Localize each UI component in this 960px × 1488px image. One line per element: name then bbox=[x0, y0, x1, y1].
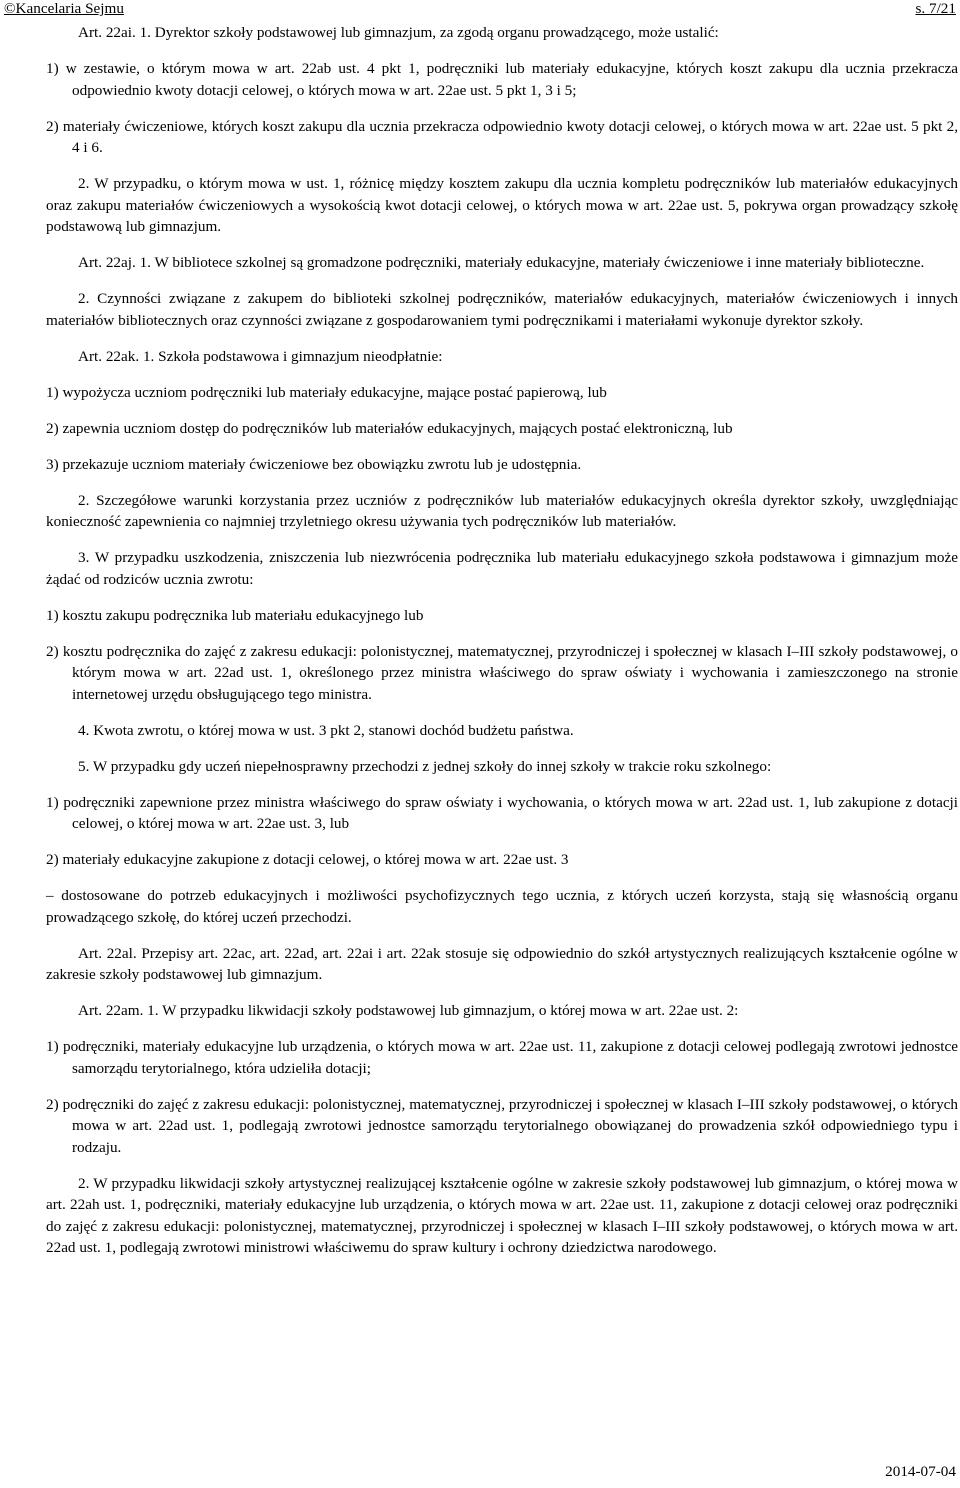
article-paragraph: 5. W przypadku gdy uczeń niepełnosprawny przechodzi z jednej szkoły do innej szkoły w trakcie roku szkolnego: bbox=[78, 757, 772, 775]
closing-clause: – dostosowane do potrzeb edukacyjnych i możliwości psychofizycznych tego ucznia, z których uczeń korzysta, stają się własnością organu prowadzącego szkołę, do której uczeń przechodzi. bbox=[46, 887, 958, 926]
article-paragraph: Art. 22aj. 1. W bibliotece szkolnej są gromadzone podręczniki, materiały edukacyjne, materiały ćwiczeniowe i inne materiały biblioteczne. bbox=[78, 254, 925, 271]
list-item: 1) w zestawie, o którym mowa w art. 22ab ust. 4 pkt 1, podręczniki lub materiały edukacyjne, których koszt zakupu dla ucznia przekracza odpowiednio kwoty dotacji celowej, o których mowa w art. 22ae ust. 5 pkt 1, 3 i 5; bbox=[46, 60, 958, 99]
article-paragraph: Art. 22ai. 1. Dyrektor szkoły podstawowej lub gimnazjum, za zgodą organu prowadzącego, może ustalić: bbox=[78, 24, 719, 41]
publisher-label: ©Kancelaria Sejmu bbox=[4, 0, 124, 17]
article-paragraph: 2. Czynności związane z zakupem do biblioteki szkolnej podręczników, materiałów edukacyjnych, materiałów ćwiczeniowych i innych materiałów bibliotecznych oraz czynności związane z gospodarowaniem tymi podręcznikami i materiałami wykonuje dyrektor szkoły. bbox=[46, 290, 958, 329]
list-item: 3) przekazuje uczniom materiały ćwiczeniowe bez obowiązku zwrotu lub je udostępnia. bbox=[46, 455, 582, 473]
list-item: 1) podręczniki, materiały edukacyjne lub urządzenia, o których mowa w art. 22ae ust. 11, zakupione z dotacji celowej podlegają zwrotowi jednostce samorządu terytorialnego, która udzieliła dotacji; bbox=[46, 1038, 958, 1077]
article-paragraph: Art. 22ak. 1. Szkoła podstawowa i gimnazjum nieodpłatnie: bbox=[78, 347, 443, 365]
list-item: 1) podręczniki zapewnione przez ministra właściwego do spraw oświaty i wychowania, o których mowa w art. 22ad ust. 1, lub zakupione z dotacji celowej, o której mowa w art. 22ae ust. 3, lub bbox=[46, 793, 958, 832]
document-body bbox=[46, 22, 958, 1259]
article-paragraph: 2. W przypadku, o którym mowa w ust. 1, różnicę między kosztem zakupu dla ucznia kompletu podręczników lub materiałów edukacyjnych oraz zakupu materiałów ćwiczeniowych a wysokością kwot dotacji celowej, o których mowa w art. 22ae ust. 5, pokrywa organ prowadzący szkołę podstawową lub gimnazjum. bbox=[46, 175, 958, 235]
article-paragraph: Art. 22am. 1. W przypadku likwidacji szkoły podstawowej lub gimnazjum, o której mowa w art. 22ae ust. 2: bbox=[78, 1002, 739, 1019]
page-header bbox=[0, 0, 960, 18]
list-item: 2) kosztu podręcznika do zajęć z zakresu edukacji: polonistycznej, matematycznej, przyrodniczej i społecznej w klasach I–III szkoły podstawowej, o którym mowa w art. 22ad ust. 1, określonego przez ministra właściwego do spraw oświaty i wychowania i zamieszczonego na stronie internetowej urzędu obsługującego tego ministra. bbox=[46, 642, 958, 703]
list-item: 1) kosztu zakupu podręcznika lub materiału edukacyjnego lub bbox=[46, 606, 424, 624]
article-paragraph: 3. W przypadku uszkodzenia, zniszczenia lub niezwrócenia podręcznika lub materiału edukacyjnego szkoła podstawowa i gimnazjum może żądać od rodziców ucznia zwrotu: bbox=[46, 549, 958, 588]
list-item: 1) wypożycza uczniom podręczniki lub materiały edukacyjne, mające postać papierową, lub bbox=[46, 383, 607, 401]
list-item: 2) podręczniki do zajęć z zakresu edukacji: polonistycznej, matematycznej, przyrodniczej i społecznej w klasach I–III szkoły podstawowej, o których mowa w art. 22ad ust. 1, podlegają zwrotowi jednostce samorządu terytorialnego obowiązanej do prowadzenia szkół odpowiedniego typu i rodzaju. bbox=[46, 1095, 958, 1156]
list-item: 2) materiały edukacyjne zakupione z dotacji celowej, o której mowa w art. 22ae ust. 3 bbox=[46, 851, 569, 868]
document-date: 2014-07-04 bbox=[885, 1462, 956, 1480]
list-item: 2) zapewnia uczniom dostęp do podręczników lub materiałów edukacyjnych, mających postać elektroniczną, lub bbox=[46, 419, 733, 437]
article-paragraph: 2. Szczegółowe warunki korzystania przez uczniów z podręczników lub materiałów edukacyjnych określa dyrektor szkoły, uwzględniając konieczność zapewnienia co najmniej trzyletniego okresu używania tych podręczników lub materiałów. bbox=[46, 491, 958, 530]
article-paragraph: 4. Kwota zwrotu, o której mowa w ust. 3 pkt 2, stanowi dochód budżetu państwa. bbox=[78, 721, 574, 739]
list-item: 2) materiały ćwiczeniowe, których koszt zakupu dla ucznia przekracza odpowiednio kwoty dotacji celowej, o których mowa w art. 22ae ust. 5 pkt 2, 4 i 6. bbox=[46, 117, 958, 156]
article-paragraph: Art. 22al. Przepisy art. 22ac, art. 22ad, art. 22ai i art. 22ak stosuje się odpowiednio do szkół artystycznych realizujących kształcenie ogólne w zakresie szkoły podstawowej lub gimnazjum. bbox=[46, 944, 958, 983]
page-number: s. 7/21 bbox=[915, 0, 956, 17]
article-paragraph: 2. W przypadku likwidacji szkoły artystycznej realizującej kształcenie ogólne w zakresie szkoły podstawowej lub gimnazjum, o której mowa w art. 22ah ust. 1, podręczniki, materiały edukacyjne lub urządzenia, o których mowa w art. 22ae ust. 11, zakupione z dotacji celowej oraz podręczniki do zajęć z zakresu edukacji: polonistycznej, matematycznej, przyrodniczej i społecznej w klasach I–III szkoły podstawowej, o których mowa w art. 22ad ust. 1, podlegają zwrotowi ministrowi właściwemu do spraw kultury i ochrony dziedzictwa narodowego. bbox=[46, 1174, 958, 1256]
